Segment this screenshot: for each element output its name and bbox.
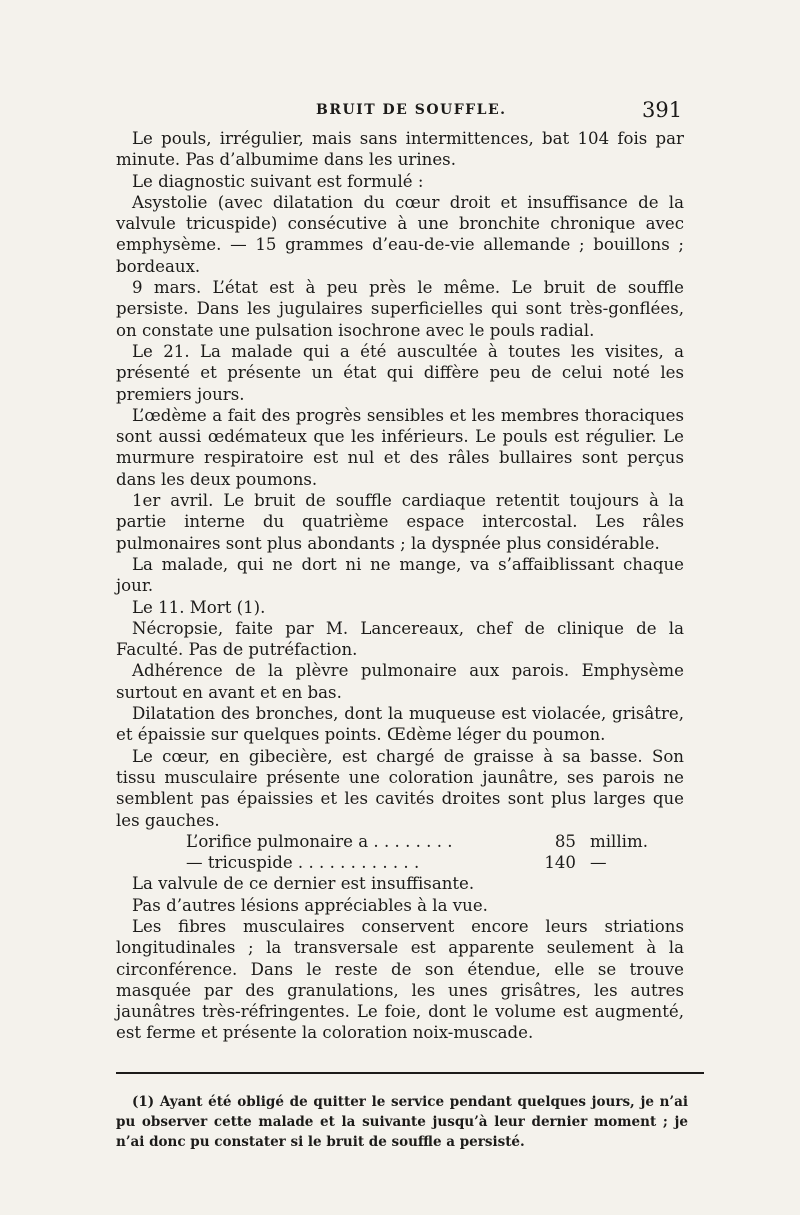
paragraph: 1er avril. Le bruit de souffle cardiaque retentit toujours à la partie interne du quatrième espace intercostal. Les râles pulmonaires sont plus abondants ; la dyspnée plus considérable.	[116, 491, 684, 553]
measurement-unit: —	[590, 853, 607, 873]
paragraph: Dilatation des bronches, dont la muqueuse est violacée, grisâtre, et épaissie sur quelques points. Œdème léger du poumon.	[116, 704, 684, 745]
measurement-value: 85	[554, 831, 576, 851]
paragraph: L’œdème a fait des progrès sensibles et les membres thoraciques sont aussi œdémateux que les inférieurs. Le pouls est régulier. Le murmure respiratoire est nul et des râles bullaires sont perçus dans les deux poumons.	[116, 405, 684, 489]
measurement-label: L’orifice pulmonaire a . . . . . . . .	[186, 831, 453, 851]
paragraph: Adhérence de la plèvre pulmonaire aux parois. Emphysème surtout en avant et en bas.	[116, 661, 684, 702]
paragraph: Le 11. Mort (1).	[132, 597, 266, 617]
body-text	[116, 128, 684, 1044]
paragraph: Le diagnostic suivant est formulé :	[132, 171, 424, 191]
running-title: BRUIT DE SOUFFLE.	[316, 102, 507, 118]
paragraph: Asystolie (avec dilatation du cœur droit et insuffisance de la valvule tricuspide) consécutive à une bronchite chronique avec emphysème. — 15 grammes d’eau-de-vie allemande ; bouillons ; bordeaux.	[116, 192, 684, 276]
paragraph: 9 mars. L’état est à peu près le même. Le bruit de souffle persiste. Dans les jugulaires superficielles qui sont très-gonflées, on constate une pulsation isochrone avec le pouls radial.	[116, 278, 684, 340]
measurement-row	[116, 852, 684, 873]
paragraph: Les fibres musculaires conservent encore leurs striations longitudinales ; la transversale est apparente seulement à la circonférence. Dans le reste de son étendue, elle se trouve masquée par des granulations, les unes grisâtres, les autres jaunâtres très-réfringentes. Le foie, dont le volume est augmenté, est ferme et présente la coloration noix-muscade.	[116, 916, 684, 1043]
footnote-rule	[116, 1072, 704, 1074]
footnote-text: (1) Ayant été obligé de quitter le service pendant quelques jours, je n’ai pu observer cette malade et la suivante jusqu’à leur dernier moment ; je n’ai donc pu constater si le bruit de souffle a persisté.	[116, 1094, 688, 1150]
paragraph: Le pouls, irrégulier, mais sans intermittences, bat 104 fois par minute. Pas d’albumime dans les urines.	[116, 129, 684, 170]
paragraph: Nécropsie, faite par M. Lancereaux, chef de clinique de la Faculté. Pas de putréfaction.	[116, 618, 684, 660]
paragraph: Pas d’autres lésions appréciables à la vue.	[132, 895, 488, 915]
measurement-row	[116, 831, 684, 852]
page-header	[0, 100, 800, 122]
paragraph: Le 21. La malade qui a été auscultée à toutes les visites, a présenté et présente un état qui diffère peu de celui noté les premiers jours.	[116, 341, 684, 404]
paragraph: La valvule de ce dernier est insuffisante.	[132, 874, 475, 894]
page-number: 391	[642, 98, 683, 122]
footnote	[116, 1092, 688, 1152]
measurement-label: — tricuspide . . . . . . . . . . . .	[186, 853, 420, 873]
paragraph: La malade, qui ne dort ni ne mange, va s’affaiblissant chaque jour.	[116, 554, 684, 596]
measurement-value: 140	[544, 853, 576, 873]
measurement-unit: millim.	[590, 831, 648, 851]
paragraph: Le cœur, en gibecière, est chargé de graisse à sa basse. Son tissu musculaire présente une coloration jaunâtre, ses parois ne semblent pas épaissies et les cavités droites sont plus larges que les gauches.	[116, 746, 684, 830]
